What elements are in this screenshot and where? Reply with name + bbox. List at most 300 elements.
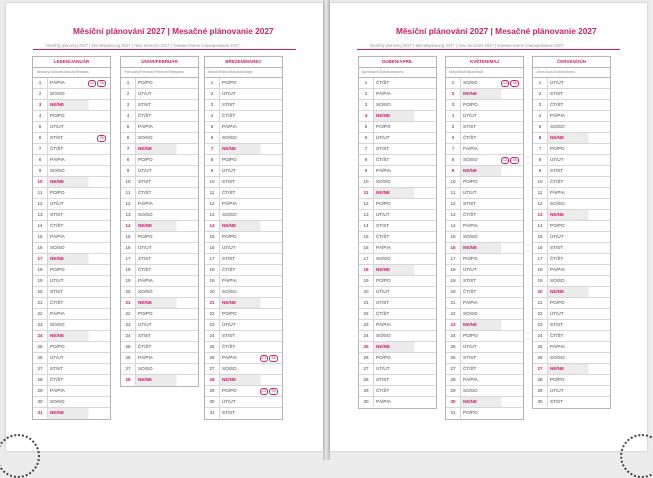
day-separator	[219, 243, 220, 253]
day-number: 21	[363, 300, 369, 305]
weekday-abbrev: ČT/ŠT	[463, 135, 477, 140]
day-separator	[47, 177, 48, 187]
day-row	[121, 133, 198, 144]
day-number: 20	[209, 289, 215, 294]
weekday-abbrev: NE/NE	[222, 223, 237, 228]
weekday-abbrev: PO/PO	[222, 311, 237, 316]
day-separator	[373, 265, 374, 275]
day-row	[33, 397, 110, 408]
day-row	[121, 353, 198, 364]
day-number: 15	[363, 234, 369, 239]
day-row	[121, 166, 198, 177]
day-separator	[460, 386, 461, 396]
weekday-abbrev: PO/PO	[138, 311, 153, 316]
day-number: 13	[209, 212, 215, 217]
day-separator	[547, 309, 548, 319]
day-separator	[135, 254, 136, 264]
weekday-abbrev: NE/NE	[463, 399, 478, 404]
month-name: BŘEZEN/MAREC	[205, 57, 282, 68]
day-separator	[47, 210, 48, 220]
weekday-abbrev: ČT/ŠT	[376, 157, 390, 162]
day-row	[205, 397, 282, 408]
day-row	[33, 199, 110, 210]
day-separator	[219, 232, 220, 242]
day-row	[121, 243, 198, 254]
weekday-abbrev: SO/SO	[50, 168, 65, 173]
day-separator	[219, 276, 220, 286]
day-separator	[219, 111, 220, 121]
day-number: 11	[37, 190, 43, 195]
day-separator	[47, 100, 48, 110]
holiday-badge: SK	[271, 389, 276, 393]
day-row	[359, 133, 436, 144]
day-number: 12	[209, 201, 215, 206]
day-number: 26	[363, 355, 369, 360]
weekday-abbrev: ST/ST	[550, 168, 564, 173]
weekday-abbrev: ST/ST	[550, 91, 564, 96]
month-column-january	[32, 56, 111, 420]
day-separator	[460, 100, 461, 110]
day-row	[533, 386, 610, 397]
day-number: 10	[363, 179, 369, 184]
holiday-badge: CZ	[502, 81, 508, 85]
day-separator	[135, 298, 136, 308]
weekday-abbrev: ÚT/UT	[376, 135, 390, 140]
day-number: 1	[126, 80, 130, 85]
weekday-abbrev: ST/ST	[50, 135, 64, 140]
day-separator	[547, 188, 548, 198]
day-number: 26	[37, 355, 43, 360]
day-number: 8	[38, 157, 42, 162]
day-separator	[135, 144, 136, 154]
decorative-dotted-arc-right	[620, 434, 653, 478]
day-row	[33, 298, 110, 309]
day-number: 7	[538, 146, 542, 151]
day-separator	[47, 111, 48, 121]
day-row	[121, 309, 198, 320]
day-separator	[47, 78, 48, 88]
day-separator	[135, 364, 136, 374]
day-separator	[219, 177, 220, 187]
weekday-abbrev: NE/NE	[50, 102, 65, 107]
day-row	[33, 78, 110, 89]
day-number: 9	[451, 168, 455, 173]
day-separator	[547, 342, 548, 352]
day-separator	[460, 221, 461, 231]
day-row	[446, 276, 523, 287]
day-row	[359, 276, 436, 287]
page-subtitle: Monthly planning 2027 | Monatsplanung 2027 | Havi tervezés 2027 | Ежемесячное планирование 2027	[46, 43, 240, 48]
day-row	[533, 122, 610, 133]
weekday-abbrev: ST/ST	[138, 256, 152, 261]
day-separator	[47, 320, 48, 330]
day-row	[446, 111, 523, 122]
day-number: 25	[37, 344, 43, 349]
day-row	[359, 254, 436, 265]
day-row	[533, 166, 610, 177]
day-number: 29	[37, 388, 43, 393]
holiday-markers	[500, 80, 519, 87]
day-row	[359, 188, 436, 199]
day-row	[205, 364, 282, 375]
weekday-abbrev: NE/NE	[50, 333, 65, 338]
weekday-abbrev: NE/NE	[463, 168, 478, 173]
weekday-abbrev: PO/PO	[138, 157, 153, 162]
day-separator	[547, 276, 548, 286]
day-row	[205, 188, 282, 199]
weekday-abbrev: ÚT/UT	[550, 80, 564, 85]
day-row	[121, 221, 198, 232]
weekday-abbrev: SO/SO	[222, 212, 237, 217]
day-row	[359, 166, 436, 177]
day-separator	[135, 320, 136, 330]
day-number: 29	[363, 388, 369, 393]
holiday-badge: CZ	[89, 81, 95, 85]
weekday-abbrev: SO/SO	[138, 366, 153, 371]
day-number: 4	[38, 113, 42, 118]
day-row	[533, 111, 610, 122]
day-separator	[373, 232, 374, 242]
day-number: 18	[537, 267, 543, 272]
day-number: 14	[125, 223, 131, 228]
day-row	[533, 188, 610, 199]
day-separator	[460, 155, 461, 165]
day-row	[446, 375, 523, 386]
day-number: 2	[538, 91, 542, 96]
day-separator	[547, 111, 548, 121]
month-name: ÚNOR/FEBRUÁR	[121, 57, 198, 68]
day-row	[33, 276, 110, 287]
weekday-abbrev: NE/NE	[550, 212, 565, 217]
weekday-abbrev: PÁ/PIA	[376, 168, 391, 173]
day-separator	[47, 188, 48, 198]
day-row	[205, 309, 282, 320]
day-number: 18	[125, 267, 131, 272]
day-number: 2	[126, 91, 130, 96]
weekday-abbrev: PÁ/PIA	[138, 278, 153, 283]
day-number: 28	[450, 377, 456, 382]
weekday-abbrev: ÚT/UT	[550, 311, 564, 316]
day-row	[33, 155, 110, 166]
weekday-abbrev: ČT/ŠT	[463, 366, 477, 371]
weekday-abbrev: ST/ST	[463, 201, 477, 206]
weekday-abbrev: NE/NE	[50, 410, 65, 415]
day-separator	[373, 397, 374, 407]
weekday-abbrev: ÚT/UT	[376, 212, 390, 217]
day-separator	[219, 188, 220, 198]
day-number: 5	[451, 124, 455, 129]
weekday-abbrev: NE/NE	[50, 179, 65, 184]
day-number: 5	[210, 124, 214, 129]
day-number: 3	[38, 102, 42, 107]
weekday-abbrev: ÚT/UT	[550, 157, 564, 162]
day-separator	[135, 342, 136, 352]
day-separator	[219, 265, 220, 275]
weekday-abbrev: PÁ/PIA	[376, 245, 391, 250]
day-row	[446, 386, 523, 397]
page-title: Měsíční plánování 2027 | Mesačné plánovanie 2027	[396, 26, 597, 36]
day-row	[533, 177, 610, 188]
weekday-abbrev: PO/PO	[463, 102, 478, 107]
day-number: 15	[450, 234, 456, 239]
day-number: 14	[363, 223, 369, 228]
day-separator	[373, 78, 374, 88]
day-row	[205, 122, 282, 133]
day-number: 2	[451, 91, 455, 96]
weekday-abbrev: ST/ST	[50, 212, 64, 217]
day-separator	[219, 364, 220, 374]
day-row	[205, 177, 282, 188]
day-separator	[219, 386, 220, 396]
weekday-abbrev: SO/SO	[222, 289, 237, 294]
day-separator	[460, 375, 461, 385]
day-separator	[135, 309, 136, 319]
day-number: 15	[209, 234, 215, 239]
day-number: 3	[210, 102, 214, 107]
weekday-abbrev: ČT/ŠT	[50, 300, 64, 305]
weekday-abbrev: ÚT/UT	[50, 201, 64, 206]
day-separator	[373, 188, 374, 198]
holiday-badge: SK	[99, 81, 104, 85]
day-separator	[547, 287, 548, 297]
day-row	[359, 232, 436, 243]
day-row	[121, 320, 198, 331]
month-name: ČERVEN/JÚN	[533, 57, 610, 68]
day-separator	[219, 342, 220, 352]
day-row	[33, 122, 110, 133]
day-number: 9	[126, 168, 130, 173]
day-row	[121, 287, 198, 298]
day-row	[205, 408, 282, 419]
weekday-abbrev: NE/NE	[376, 113, 391, 118]
day-row	[359, 144, 436, 155]
day-row	[205, 166, 282, 177]
day-separator	[47, 265, 48, 275]
weekday-abbrev: SO/SO	[550, 124, 565, 129]
weekday-abbrev: PÁ/PIA	[222, 124, 237, 129]
weekday-abbrev: PÁ/PIA	[50, 80, 65, 85]
day-number: 21	[450, 300, 456, 305]
day-separator	[219, 133, 220, 143]
day-number: 27	[363, 366, 369, 371]
day-number: 19	[209, 278, 215, 283]
day-number: 14	[537, 223, 543, 228]
day-separator	[547, 254, 548, 264]
day-number: 16	[537, 245, 543, 250]
day-number: 23	[37, 322, 43, 327]
day-number: 4	[210, 113, 214, 118]
day-number: 22	[450, 311, 456, 316]
day-row	[446, 133, 523, 144]
day-row	[205, 89, 282, 100]
day-number: 16	[450, 245, 456, 250]
weekday-abbrev: PO/PO	[463, 179, 478, 184]
day-separator	[460, 408, 461, 418]
weekday-abbrev: ČT/ŠT	[138, 113, 152, 118]
day-separator	[219, 375, 220, 385]
day-number: 10	[125, 179, 131, 184]
day-number: 27	[125, 366, 131, 371]
weekday-abbrev: PO/PO	[550, 300, 565, 305]
day-row	[121, 199, 198, 210]
weekday-abbrev: PO/PO	[50, 344, 65, 349]
day-number: 8	[364, 157, 368, 162]
day-row	[533, 221, 610, 232]
day-number: 1	[451, 80, 455, 85]
day-separator	[373, 89, 374, 99]
day-row	[33, 386, 110, 397]
day-row	[121, 298, 198, 309]
day-row	[33, 243, 110, 254]
day-separator	[373, 320, 374, 330]
day-number: 7	[364, 146, 368, 151]
day-number: 23	[537, 322, 543, 327]
month-translations: May/Mai/Május/Май	[446, 68, 523, 78]
day-number: 10	[537, 179, 543, 184]
day-separator	[373, 210, 374, 220]
day-row	[533, 199, 610, 210]
day-separator	[47, 375, 48, 385]
day-number: 25	[537, 344, 543, 349]
holiday-markers	[96, 135, 106, 142]
weekday-abbrev: SO/SO	[50, 245, 65, 250]
weekday-abbrev: SO/SO	[463, 80, 478, 85]
day-number: 18	[209, 267, 215, 272]
day-number: 30	[537, 399, 543, 404]
day-number: 25	[450, 344, 456, 349]
weekday-abbrev: SO/SO	[50, 91, 65, 96]
day-separator	[135, 89, 136, 99]
day-number: 28	[209, 377, 215, 382]
weekday-abbrev: ČT/ŠT	[222, 267, 236, 272]
weekday-abbrev: PÁ/PIA	[550, 190, 565, 195]
day-row	[533, 364, 610, 375]
day-number: 16	[37, 245, 43, 250]
day-row	[121, 331, 198, 342]
day-number: 23	[209, 322, 215, 327]
page-subtitle: Monthly planning 2027 | Monatsplanung 2027 | Havi tervezés 2027 | Ежемесячное планирование 2027	[370, 43, 564, 48]
day-row	[446, 78, 523, 89]
day-separator	[460, 254, 461, 264]
weekday-abbrev: SO/SO	[376, 102, 391, 107]
day-number: 3	[451, 102, 455, 107]
day-number: 22	[37, 311, 43, 316]
day-separator	[47, 232, 48, 242]
day-separator	[135, 78, 136, 88]
day-number: 26	[209, 355, 215, 360]
day-row	[359, 386, 436, 397]
weekday-abbrev: PÁ/PIA	[50, 157, 65, 162]
day-separator	[47, 166, 48, 176]
weekday-abbrev: PÁ/PIA	[463, 146, 478, 151]
weekday-abbrev: ČT/ŠT	[138, 344, 152, 349]
day-separator	[47, 364, 48, 374]
holiday-markers	[259, 355, 278, 362]
day-separator	[219, 320, 220, 330]
day-number: 10	[209, 179, 215, 184]
day-separator	[547, 199, 548, 209]
title-rule	[33, 49, 296, 50]
day-row	[205, 287, 282, 298]
day-row	[121, 122, 198, 133]
day-separator	[547, 375, 548, 385]
holiday-badge: SK	[512, 158, 517, 162]
day-number: 1	[364, 80, 368, 85]
day-number: 12	[537, 201, 543, 206]
day-separator	[135, 210, 136, 220]
day-row	[359, 287, 436, 298]
weekday-abbrev: PÁ/PIA	[463, 377, 478, 382]
day-separator	[47, 309, 48, 319]
book-spine	[323, 0, 330, 460]
day-number: 11	[125, 190, 131, 195]
day-separator	[135, 276, 136, 286]
day-separator	[373, 364, 374, 374]
day-separator	[547, 78, 548, 88]
day-separator	[47, 397, 48, 407]
day-row	[205, 133, 282, 144]
weekday-abbrev: SO/SO	[550, 201, 565, 206]
weekday-abbrev: ST/ST	[50, 366, 64, 371]
weekday-abbrev: ÚT/UT	[550, 388, 564, 393]
day-separator	[373, 144, 374, 154]
day-separator	[47, 133, 48, 143]
month-name: KVĚTEN/MÁJ	[446, 57, 523, 68]
day-separator	[47, 122, 48, 132]
weekday-abbrev: ČT/ŠT	[550, 256, 564, 261]
holiday-badge: CZ	[261, 389, 267, 393]
day-row	[205, 155, 282, 166]
day-row	[359, 199, 436, 210]
day-number: 18	[450, 267, 456, 272]
weekday-abbrev: ST/ST	[222, 333, 236, 338]
day-number: 27	[450, 366, 456, 371]
day-row	[205, 221, 282, 232]
day-number: 30	[363, 399, 369, 404]
day-row	[205, 254, 282, 265]
day-number: 27	[537, 366, 543, 371]
day-separator	[547, 265, 548, 275]
day-number: 19	[537, 278, 543, 283]
day-row	[33, 408, 110, 419]
day-number: 21	[125, 300, 131, 305]
day-number: 8	[451, 157, 455, 162]
day-separator	[547, 210, 548, 220]
weekday-abbrev: ÚT/UT	[222, 322, 236, 327]
day-row	[446, 122, 523, 133]
day-separator	[219, 331, 220, 341]
day-number: 14	[37, 223, 43, 228]
day-separator	[219, 78, 220, 88]
day-separator	[47, 386, 48, 396]
day-number: 20	[37, 289, 43, 294]
day-number: 15	[125, 234, 131, 239]
day-row	[359, 155, 436, 166]
day-row	[121, 188, 198, 199]
weekday-abbrev: PO/PO	[138, 234, 153, 239]
day-row	[533, 89, 610, 100]
day-row	[205, 100, 282, 111]
weekday-abbrev: PO/PO	[222, 157, 237, 162]
day-number: 29	[537, 388, 543, 393]
day-row	[33, 111, 110, 122]
day-number: 18	[363, 267, 369, 272]
day-number: 12	[363, 201, 369, 206]
day-separator	[373, 353, 374, 363]
day-number: 25	[363, 344, 369, 349]
weekday-abbrev: ÚT/UT	[50, 124, 64, 129]
day-number: 16	[363, 245, 369, 250]
